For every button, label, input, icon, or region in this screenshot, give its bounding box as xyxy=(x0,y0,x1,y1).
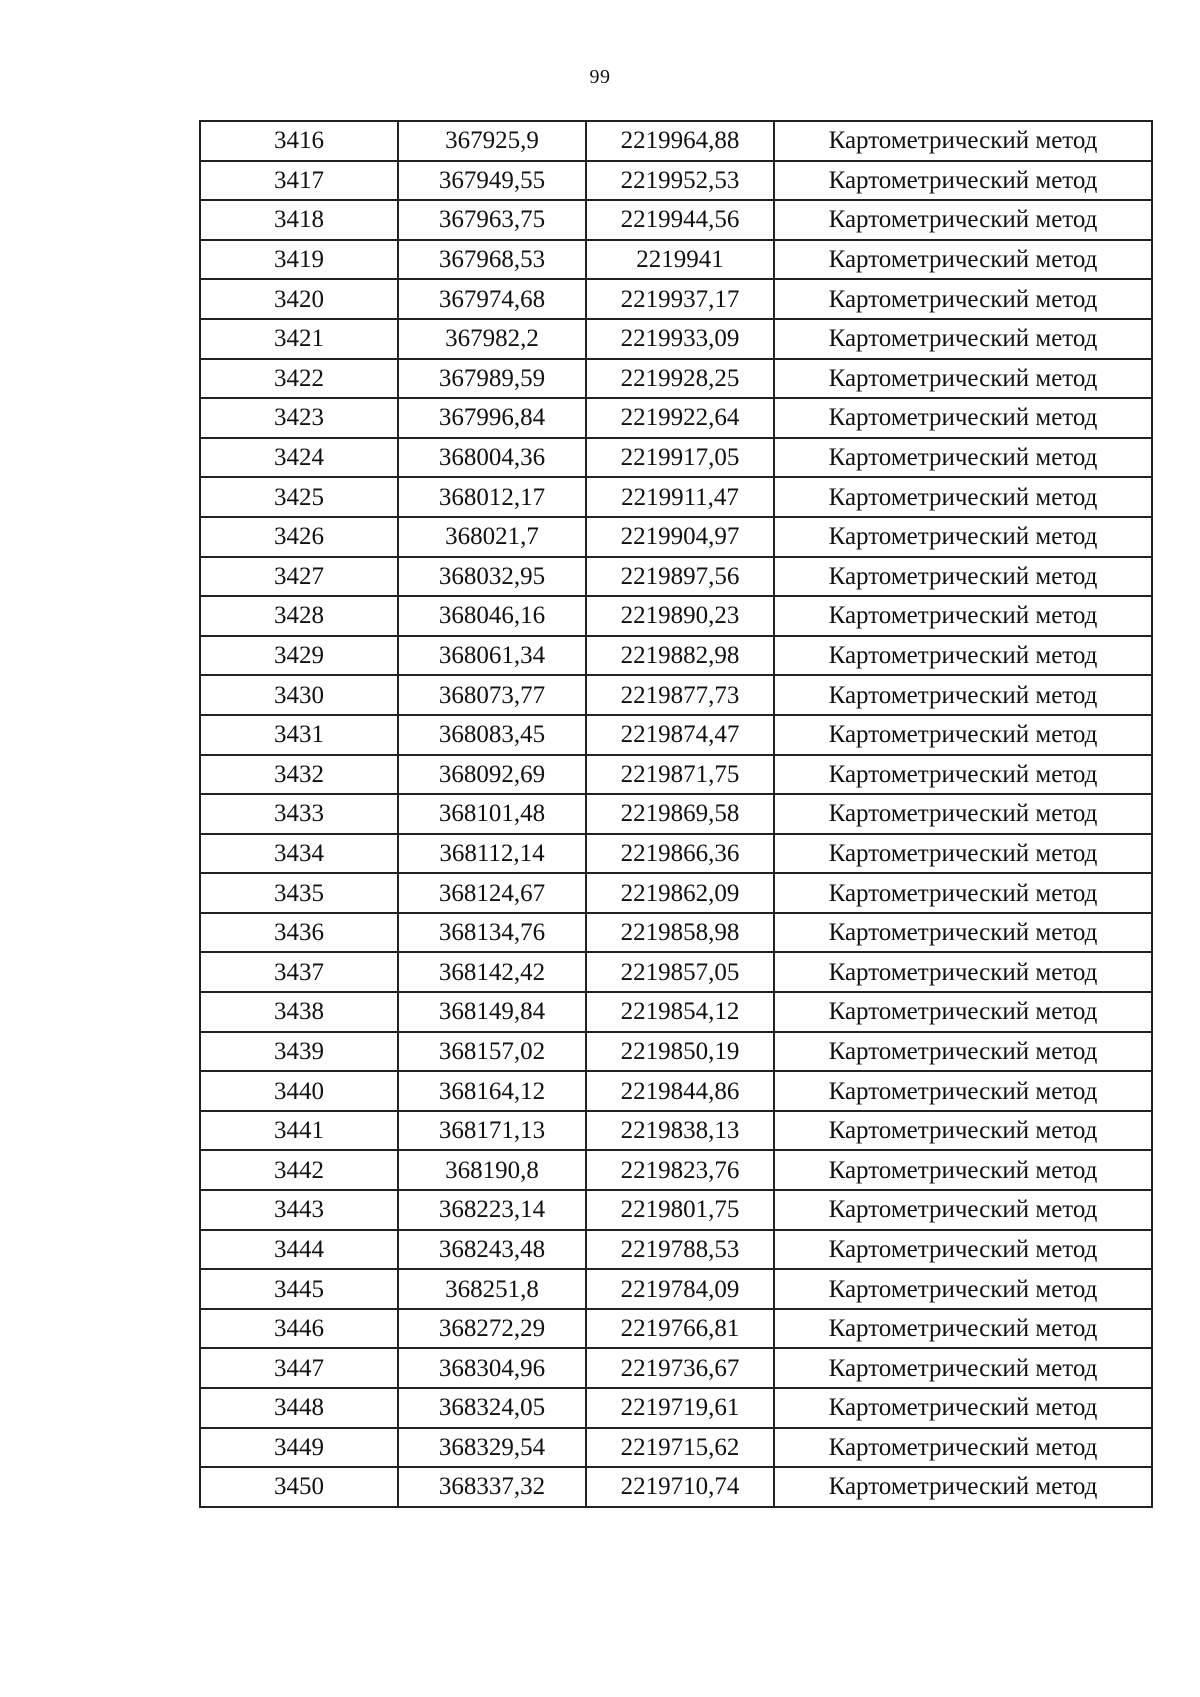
point-number-cell: 3442 xyxy=(200,1150,398,1190)
y-coordinate-cell: 2219882,98 xyxy=(586,636,774,676)
table-row xyxy=(200,1071,1152,1111)
x-coordinate-cell: 368304,96 xyxy=(398,1348,586,1388)
x-coordinate-cell: 368083,45 xyxy=(398,715,586,755)
y-coordinate-cell: 2219922,64 xyxy=(586,398,774,438)
x-coordinate-cell: 367996,84 xyxy=(398,398,586,438)
y-coordinate-cell: 2219736,67 xyxy=(586,1348,774,1388)
y-coordinate-cell: 2219911,47 xyxy=(586,477,774,517)
table-row xyxy=(200,794,1152,834)
y-coordinate-cell: 2219844,86 xyxy=(586,1071,774,1111)
table-row xyxy=(200,240,1152,280)
y-coordinate-cell: 2219869,58 xyxy=(586,794,774,834)
x-coordinate-cell: 368012,17 xyxy=(398,477,586,517)
point-number-cell: 3416 xyxy=(200,121,398,161)
method-cell: Картометрический метод xyxy=(774,1388,1152,1428)
table-row xyxy=(200,200,1152,240)
method-cell: Картометрический метод xyxy=(774,1111,1152,1151)
x-coordinate-cell: 368164,12 xyxy=(398,1071,586,1111)
point-number-cell: 3417 xyxy=(200,161,398,201)
x-coordinate-cell: 368061,34 xyxy=(398,636,586,676)
x-coordinate-cell: 368092,69 xyxy=(398,755,586,795)
method-cell: Картометрический метод xyxy=(774,477,1152,517)
table-row xyxy=(200,675,1152,715)
x-coordinate-cell: 367989,59 xyxy=(398,359,586,399)
point-number-cell: 3450 xyxy=(200,1467,398,1507)
point-number-cell: 3446 xyxy=(200,1309,398,1349)
table-row xyxy=(200,557,1152,597)
table-row xyxy=(200,636,1152,676)
table-row xyxy=(200,596,1152,636)
table-row xyxy=(200,913,1152,953)
method-cell: Картометрический метод xyxy=(774,398,1152,438)
y-coordinate-cell: 2219928,25 xyxy=(586,359,774,399)
point-number-cell: 3428 xyxy=(200,596,398,636)
point-number-cell: 3440 xyxy=(200,1071,398,1111)
y-coordinate-cell: 2219866,36 xyxy=(586,834,774,874)
point-number-cell: 3418 xyxy=(200,200,398,240)
method-cell: Картометрический метод xyxy=(774,1190,1152,1230)
method-cell: Картометрический метод xyxy=(774,1309,1152,1349)
y-coordinate-cell: 2219715,62 xyxy=(586,1428,774,1468)
page-number: 99 xyxy=(589,66,611,88)
table-row xyxy=(200,1388,1152,1428)
x-coordinate-cell: 368329,54 xyxy=(398,1428,586,1468)
y-coordinate-cell: 2219850,19 xyxy=(586,1032,774,1072)
y-coordinate-cell: 2219858,98 xyxy=(586,913,774,953)
point-number-cell: 3419 xyxy=(200,240,398,280)
y-coordinate-cell: 2219874,47 xyxy=(586,715,774,755)
table-row xyxy=(200,398,1152,438)
method-cell: Картометрический метод xyxy=(774,1428,1152,1468)
method-cell: Картометрический метод xyxy=(774,794,1152,834)
y-coordinate-cell: 2219877,73 xyxy=(586,675,774,715)
y-coordinate-cell: 2219917,05 xyxy=(586,438,774,478)
x-coordinate-cell: 368272,29 xyxy=(398,1309,586,1349)
method-cell: Картометрический метод xyxy=(774,1150,1152,1190)
x-coordinate-cell: 367963,75 xyxy=(398,200,586,240)
y-coordinate-cell: 2219857,05 xyxy=(586,952,774,992)
table-row xyxy=(200,992,1152,1032)
method-cell: Картометрический метод xyxy=(774,1230,1152,1270)
point-number-cell: 3421 xyxy=(200,319,398,359)
method-cell: Картометрический метод xyxy=(774,200,1152,240)
method-cell: Картометрический метод xyxy=(774,121,1152,161)
table-row xyxy=(200,755,1152,795)
table-row xyxy=(200,359,1152,399)
x-coordinate-cell: 368112,14 xyxy=(398,834,586,874)
x-coordinate-cell: 368142,42 xyxy=(398,952,586,992)
method-cell: Картометрический метод xyxy=(774,755,1152,795)
y-coordinate-cell: 2219784,09 xyxy=(586,1269,774,1309)
point-number-cell: 3445 xyxy=(200,1269,398,1309)
table-row xyxy=(200,1269,1152,1309)
y-coordinate-cell: 2219941 xyxy=(586,240,774,280)
y-coordinate-cell: 2219952,53 xyxy=(586,161,774,201)
table-row xyxy=(200,1348,1152,1388)
x-coordinate-cell: 368004,36 xyxy=(398,438,586,478)
point-number-cell: 3420 xyxy=(200,279,398,319)
point-number-cell: 3439 xyxy=(200,1032,398,1072)
table-row xyxy=(200,1309,1152,1349)
method-cell: Картометрический метод xyxy=(774,1032,1152,1072)
y-coordinate-cell: 2219904,97 xyxy=(586,517,774,557)
table-row xyxy=(200,1032,1152,1072)
point-number-cell: 3427 xyxy=(200,557,398,597)
point-number-cell: 3424 xyxy=(200,438,398,478)
table-row xyxy=(200,517,1152,557)
y-coordinate-cell: 2219933,09 xyxy=(586,319,774,359)
method-cell: Картометрический метод xyxy=(774,952,1152,992)
x-coordinate-cell: 367968,53 xyxy=(398,240,586,280)
method-cell: Картометрический метод xyxy=(774,596,1152,636)
method-cell: Картометрический метод xyxy=(774,240,1152,280)
method-cell: Картометрический метод xyxy=(774,834,1152,874)
y-coordinate-cell: 2219766,81 xyxy=(586,1309,774,1349)
point-number-cell: 3436 xyxy=(200,913,398,953)
method-cell: Картометрический метод xyxy=(774,517,1152,557)
table-row xyxy=(200,1428,1152,1468)
x-coordinate-cell: 368324,05 xyxy=(398,1388,586,1428)
point-number-cell: 3423 xyxy=(200,398,398,438)
y-coordinate-cell: 2219854,12 xyxy=(586,992,774,1032)
point-number-cell: 3437 xyxy=(200,952,398,992)
table-row xyxy=(200,438,1152,478)
y-coordinate-cell: 2219710,74 xyxy=(586,1467,774,1507)
table-row xyxy=(200,319,1152,359)
x-coordinate-cell: 368223,14 xyxy=(398,1190,586,1230)
point-number-cell: 3448 xyxy=(200,1388,398,1428)
x-coordinate-cell: 368149,84 xyxy=(398,992,586,1032)
table-row xyxy=(200,121,1152,161)
table-row xyxy=(200,1190,1152,1230)
table-row xyxy=(200,161,1152,201)
x-coordinate-cell: 368101,48 xyxy=(398,794,586,834)
point-number-cell: 3441 xyxy=(200,1111,398,1151)
method-cell: Картометрический метод xyxy=(774,675,1152,715)
table-row xyxy=(200,873,1152,913)
method-cell: Картометрический метод xyxy=(774,1071,1152,1111)
point-number-cell: 3432 xyxy=(200,755,398,795)
y-coordinate-cell: 2219719,61 xyxy=(586,1388,774,1428)
x-coordinate-cell: 367925,9 xyxy=(398,121,586,161)
method-cell: Картометрический метод xyxy=(774,557,1152,597)
point-number-cell: 3447 xyxy=(200,1348,398,1388)
y-coordinate-cell: 2219823,76 xyxy=(586,1150,774,1190)
point-number-cell: 3430 xyxy=(200,675,398,715)
x-coordinate-cell: 368073,77 xyxy=(398,675,586,715)
x-coordinate-cell: 367974,68 xyxy=(398,279,586,319)
y-coordinate-cell: 2219964,88 xyxy=(586,121,774,161)
x-coordinate-cell: 368032,95 xyxy=(398,557,586,597)
x-coordinate-cell: 368243,48 xyxy=(398,1230,586,1270)
coordinates-table xyxy=(199,120,1153,1508)
x-coordinate-cell: 367982,2 xyxy=(398,319,586,359)
method-cell: Картометрический метод xyxy=(774,992,1152,1032)
method-cell: Картометрический метод xyxy=(774,359,1152,399)
method-cell: Картометрический метод xyxy=(774,1348,1152,1388)
point-number-cell: 3434 xyxy=(200,834,398,874)
x-coordinate-cell: 368171,13 xyxy=(398,1111,586,1151)
x-coordinate-cell: 367949,55 xyxy=(398,161,586,201)
table-row xyxy=(200,952,1152,992)
table-row xyxy=(200,477,1152,517)
y-coordinate-cell: 2219944,56 xyxy=(586,200,774,240)
y-coordinate-cell: 2219801,75 xyxy=(586,1190,774,1230)
table-row xyxy=(200,1230,1152,1270)
point-number-cell: 3435 xyxy=(200,873,398,913)
x-coordinate-cell: 368157,02 xyxy=(398,1032,586,1072)
method-cell: Картометрический метод xyxy=(774,1269,1152,1309)
method-cell: Картометрический метод xyxy=(774,279,1152,319)
table-row xyxy=(200,1150,1152,1190)
x-coordinate-cell: 368134,76 xyxy=(398,913,586,953)
point-number-cell: 3431 xyxy=(200,715,398,755)
y-coordinate-cell: 2219788,53 xyxy=(586,1230,774,1270)
point-number-cell: 3425 xyxy=(200,477,398,517)
x-coordinate-cell: 368251,8 xyxy=(398,1269,586,1309)
table-row xyxy=(200,279,1152,319)
method-cell: Картометрический метод xyxy=(774,161,1152,201)
method-cell: Картометрический метод xyxy=(774,636,1152,676)
table-body xyxy=(200,121,1152,1507)
point-number-cell: 3438 xyxy=(200,992,398,1032)
point-number-cell: 3422 xyxy=(200,359,398,399)
y-coordinate-cell: 2219838,13 xyxy=(586,1111,774,1151)
y-coordinate-cell: 2219862,09 xyxy=(586,873,774,913)
y-coordinate-cell: 2219890,23 xyxy=(586,596,774,636)
point-number-cell: 3449 xyxy=(200,1428,398,1468)
table-row xyxy=(200,834,1152,874)
y-coordinate-cell: 2219897,56 xyxy=(586,557,774,597)
method-cell: Картометрический метод xyxy=(774,438,1152,478)
table-row xyxy=(200,1467,1152,1507)
point-number-cell: 3444 xyxy=(200,1230,398,1270)
x-coordinate-cell: 368337,32 xyxy=(398,1467,586,1507)
method-cell: Картометрический метод xyxy=(774,1467,1152,1507)
x-coordinate-cell: 368046,16 xyxy=(398,596,586,636)
point-number-cell: 3433 xyxy=(200,794,398,834)
method-cell: Картометрический метод xyxy=(774,715,1152,755)
point-number-cell: 3443 xyxy=(200,1190,398,1230)
x-coordinate-cell: 368190,8 xyxy=(398,1150,586,1190)
x-coordinate-cell: 368124,67 xyxy=(398,873,586,913)
method-cell: Картометрический метод xyxy=(774,913,1152,953)
y-coordinate-cell: 2219871,75 xyxy=(586,755,774,795)
point-number-cell: 3429 xyxy=(200,636,398,676)
x-coordinate-cell: 368021,7 xyxy=(398,517,586,557)
y-coordinate-cell: 2219937,17 xyxy=(586,279,774,319)
method-cell: Картометрический метод xyxy=(774,319,1152,359)
method-cell: Картометрический метод xyxy=(774,873,1152,913)
point-number-cell: 3426 xyxy=(200,517,398,557)
table-row xyxy=(200,715,1152,755)
table-row xyxy=(200,1111,1152,1151)
